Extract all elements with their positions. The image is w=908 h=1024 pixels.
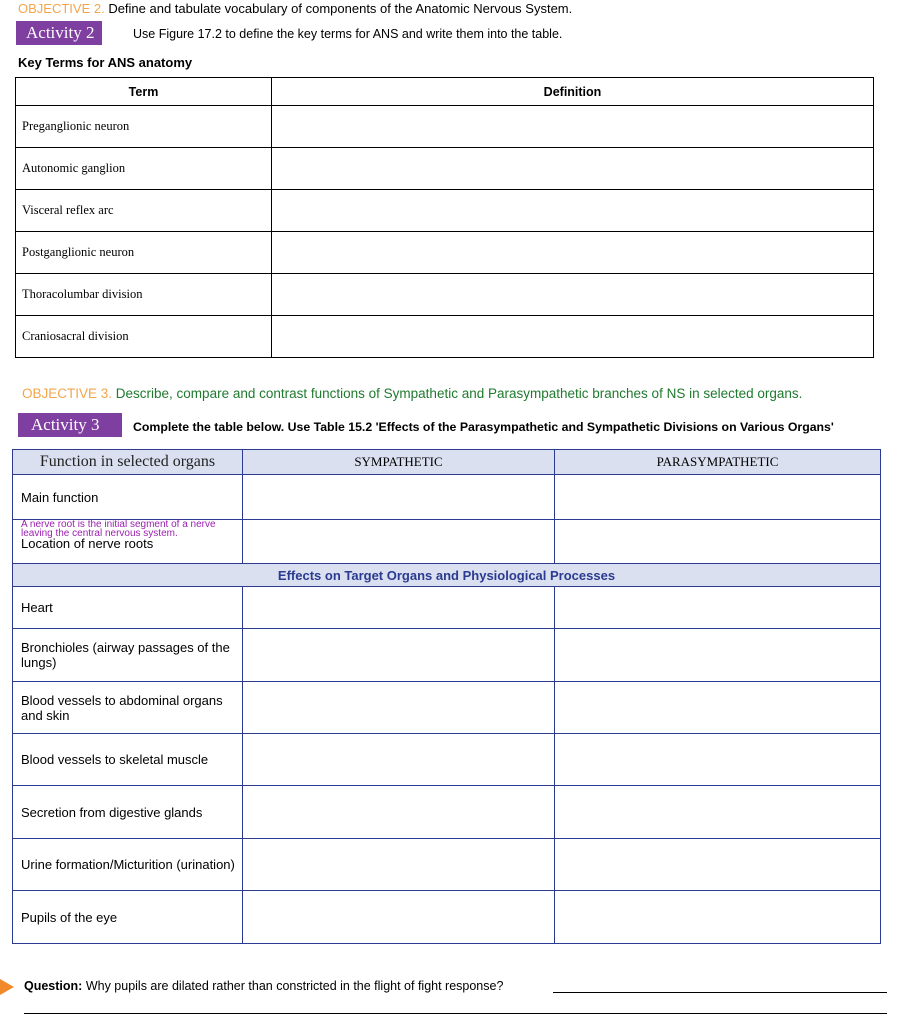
question-label: Question: [24,979,83,993]
table-row [13,587,881,629]
objective-3-label: OBJECTIVE 3. [22,386,113,401]
definition-input-cell[interactable] [272,316,874,358]
main-function-label: Main function [13,475,243,520]
definition-header: Definition [272,78,874,106]
sympathetic-header: SYMPATHETIC [243,450,555,475]
sympathetic-input-cell[interactable] [243,839,555,891]
definition-input-cell[interactable] [272,106,874,148]
parasympathetic-input-cell[interactable] [555,891,881,944]
answer-line[interactable] [553,992,887,993]
definition-input-cell[interactable] [272,274,874,316]
sympathetic-input-cell[interactable] [243,629,555,682]
location-label: Location of nerve roots [21,536,154,551]
definition-input-cell[interactable] [272,232,874,274]
location-cell [13,520,243,564]
objective-3-heading [22,386,802,401]
table-row [13,629,881,682]
table-row [16,148,874,190]
table-row [16,274,874,316]
sympathetic-input-cell[interactable] [243,520,555,564]
table-header-row [13,450,881,475]
table-row [13,839,881,891]
organ-label: Heart [13,587,243,629]
answer-line[interactable] [24,1013,887,1014]
organ-label: Pupils of the eye [13,891,243,944]
table-row [16,316,874,358]
table-row [16,106,874,148]
table-row [13,520,881,564]
organ-label: Secretion from digestive glands [13,786,243,839]
organ-label: Urine formation/Micturition (urination) [13,839,243,891]
activity-2-instruction: Use Figure 17.2 to define the key terms for ANS and write them into the table. [133,27,563,41]
objective-3-text: Describe, compare and contrast functions of Sympathetic and Parasympathetic branches of NS in selected organs. [112,386,803,401]
parasympathetic-input-cell[interactable] [555,839,881,891]
activity-3-instruction: Complete the table below. Use Table 15.2 'Effects of the Parasympathetic and Sympathetic Divisions on Various Organs' [133,420,834,434]
table-row [16,190,874,232]
sympathetic-input-cell[interactable] [243,786,555,839]
nerve-root-note: A nerve root is the initial segment of a nerve leaving the central nervous system. [21,519,216,539]
sympathetic-parasympathetic-table [12,449,881,944]
organ-label: Blood vessels to skeletal muscle [13,734,243,786]
activity-2-badge: Activity 2 [16,21,102,45]
sympathetic-input-cell[interactable] [243,587,555,629]
function-header: Function in selected organs [13,450,243,475]
section-band-row [13,564,881,587]
parasympathetic-header: PARASYMPATHETIC [555,450,881,475]
table-row [13,682,881,734]
key-terms-title: Key Terms for ANS anatomy [18,55,193,70]
parasympathetic-input-cell[interactable] [555,786,881,839]
objective-2-text: Define and tabulate vocabulary of components of the Anatomic Nervous System. [104,1,573,16]
term-cell: Visceral reflex arc [16,190,272,232]
table-row [13,786,881,839]
definition-input-cell[interactable] [272,190,874,232]
objective-2-label: OBJECTIVE 2. [18,1,105,16]
term-header: Term [16,78,272,106]
table-header-row [16,78,874,106]
sympathetic-input-cell[interactable] [243,734,555,786]
term-cell: Postganglionic neuron [16,232,272,274]
table-row [16,232,874,274]
parasympathetic-input-cell[interactable] [555,520,881,564]
definition-input-cell[interactable] [272,148,874,190]
table-row [13,891,881,944]
organ-label: Bronchioles (airway passages of the lungs) [13,629,243,682]
term-cell: Thoracolumbar division [16,274,272,316]
table-row [13,734,881,786]
parasympathetic-input-cell[interactable] [555,682,881,734]
sympathetic-input-cell[interactable] [243,891,555,944]
sympathetic-input-cell[interactable] [243,682,555,734]
organ-label: Blood vessels to abdominal organs and skin [13,682,243,734]
effects-band: Effects on Target Organs and Physiological Processes [13,564,881,587]
term-cell: Craniosacral division [16,316,272,358]
parasympathetic-input-cell[interactable] [555,734,881,786]
parasympathetic-input-cell[interactable] [555,587,881,629]
parasympathetic-input-cell[interactable] [555,629,881,682]
term-cell: Preganglionic neuron [16,106,272,148]
sympathetic-input-cell[interactable] [243,475,555,520]
activity-3-badge: Activity 3 [18,413,122,437]
term-cell: Autonomic ganglion [16,148,272,190]
objective-2-heading [18,1,572,16]
question-text [24,979,503,993]
table-row [13,475,881,520]
parasympathetic-input-cell[interactable] [555,475,881,520]
key-terms-table [15,77,874,358]
arrow-icon [0,979,14,995]
question-body: Why pupils are dilated rather than constricted in the flight of fight response? [82,979,504,993]
